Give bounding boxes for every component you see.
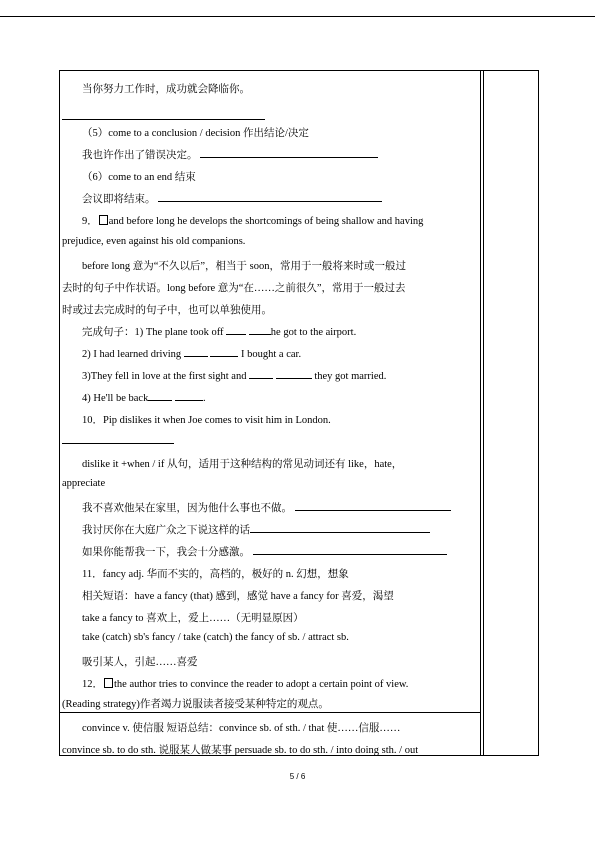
text-line: 完成句子：1) The plane took off he got to the airport. <box>60 324 356 339</box>
text-line: 11．fancy adj. 华而不实的，高档的，极好的 n. 幻想，想象 <box>82 569 349 580</box>
answer-blank <box>62 433 174 447</box>
answer-blank <box>62 109 265 123</box>
text-line: 12． the author tries to convince the reader to adopt a certain point of view. <box>82 679 409 690</box>
text-line: 会议即将结束。 <box>60 191 382 206</box>
text-line: dislike it +when / if 从句，适用于这种结构的常见动词还有 like，hate， <box>82 459 403 470</box>
document-table <box>59 70 539 756</box>
text-line: 吸引某人，引起……喜爱 <box>82 657 198 668</box>
text-line: (Reading strategy)作者竭力说服读者接受某种特定的观点。 <box>62 699 329 710</box>
header-rule <box>0 16 595 17</box>
text-line: 时或过去完成时的句子中，也可以单独使用。 <box>62 305 272 316</box>
text-line: 我不喜欢他呆在家里，因为他什么事也不做。 <box>60 500 451 515</box>
text-line: 我讨厌你在大庭广众之下说这样的话 <box>60 522 430 537</box>
text-line: 3)They fell in love at the first sight and they got married. <box>60 368 386 382</box>
table-content-cell <box>60 71 480 755</box>
text-line: 去时的句子中作状语。long before 意为“在……之前很久”，常用于一般过去 <box>62 283 406 294</box>
text-line: prejudice, even against his old companions. <box>62 236 246 247</box>
text-line: 2) I had learned driving I bought a car. <box>60 346 301 360</box>
text-line: 如果你能帮我一下，我会十分感激。 <box>60 544 447 559</box>
text-line: 相关短语：have a fancy (that) 感到，感觉 have a fancy for 喜爱，渴望 <box>82 591 394 602</box>
text-line: take (catch) sb's fancy / take (catch) the fancy of sb. / attract sb. <box>82 632 349 643</box>
text-line: 当你努力工作时，成功就会降临你。 <box>82 84 250 95</box>
text-line: appreciate <box>62 478 106 489</box>
text-line: 4) He'll be back . <box>60 390 206 404</box>
text-line: 10．Pip dislikes it when Joe comes to visit him in London. <box>82 415 331 426</box>
text-line: 我也许作出了错误决定。 <box>60 147 378 162</box>
text-line: take a fancy to 喜欢上，爱上……（无明显原因） <box>82 613 304 624</box>
text-line: before long 意为“不久以后”，相当于 soon，常用于一般将来时或一般过 <box>82 261 407 272</box>
text-line: （5）come to a conclusion / decision 作出结论/决定 <box>82 128 309 139</box>
text-line: convince v. 使信服 短语总结：convince sb. of sth. / that 使……信服…… <box>82 723 401 734</box>
column-divider <box>480 71 484 755</box>
text-line: （6）come to an end 结束 <box>82 172 196 183</box>
text-line: convince sb. to do sth. 说服某人做某事 persuade sb. to do sth. / into doing sth. / out <box>62 745 419 756</box>
page-number: 5 / 6 <box>289 772 306 781</box>
missing-glyph-box <box>104 678 113 688</box>
text-line: 9． and before long he develops the shortcomings of being shallow and having <box>82 216 424 227</box>
missing-glyph-box <box>99 215 108 225</box>
